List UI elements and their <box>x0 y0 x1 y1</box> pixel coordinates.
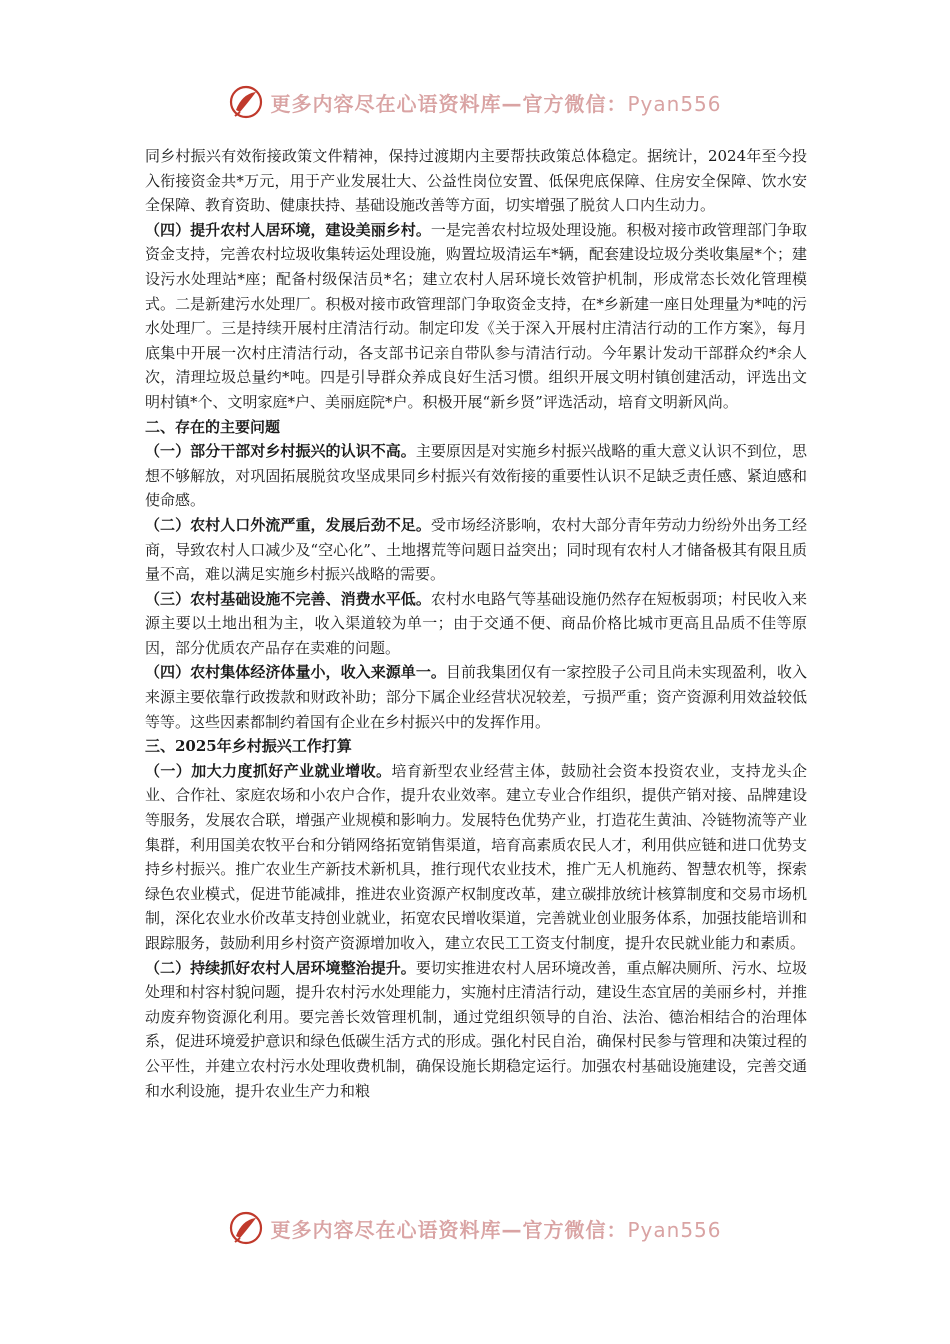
paragraph-lead: （一）部分干部对乡村振兴的认识不高。 <box>145 442 416 461</box>
paragraph <box>145 439 807 513</box>
paragraph-lead: （二）持续抓好农村人居环境整治提升。 <box>145 958 416 977</box>
paragraph-text: 二、存在的主要问题 <box>145 417 281 436</box>
paragraph-text: 要切实推进农村人居环境改善，重点解决厕所、污水、垃圾处理和村容村貌问题，提升农村污水处理能力，实施村庄清洁行动，建设生态宜居的美丽乡村，并推动废弃物资源化利用。要完善长效管理机制，通过党组织领导的自治、法治、德治相结合的治理体系，促进环境爱护意识和绿色低碳生活方式的形成。强化村民自治，确保村民参与管理和决策过程的公平性，并建立农村污水处理收费机制，确保设施长期稳定运行。加强农村基础设施建设，完善交通和水利设施，提升农业生产力和粮 <box>145 958 807 1100</box>
paragraph-text: 同乡村振兴有效衔接政策文件精神，保持过渡期内主要帮扶政策总体稳定。据统计，2024年至今投入衔接资金共*万元，用于产业发展壮大、公益性岗位安置、低保兜底保障、住房安全保障、饮水安全保障、教育资助、健康扶持、基础设施改善等方面，切实增强了脱贫人口内生动力。 <box>145 147 807 215</box>
header-banner <box>0 82 950 122</box>
paragraph <box>145 660 807 734</box>
paragraph-text: 培育新型农业经营主体，鼓励社会资本投资农业，支持龙头企业、合作社、家庭农场和小农户合作，提升农业效率。建立专业合作组织，提供产销对接、品牌建设等服务，发展农合联，增强产业规模和影响力。发展特色优势产业，打造花生黄油、冷链物流等产业集群，利用国美农牧平台和分销网络拓宽销售渠道，培育高素质农民人才，利用供应链和进口优势支持乡村振兴。推广农业生产新技术新机具，推行现代农业技术，推广无人机施药、智慧农机等，探索绿色农业模式，促进节能减排，推进农业资源产权制度改革，建立碳排放统计核算制度和交易市场机制，深化农业水价改革支持创业就业，拓宽农民增收渠道，完善就业创业服务体系，加强技能培训和跟踪服务，鼓励利用乡村资产资源增加收入，建立农民工工资支付制度，提升农民就业能力和素质。 <box>145 761 807 952</box>
paragraph <box>145 956 807 1104</box>
paragraph <box>145 513 807 587</box>
paragraph-lead: （四）提升农村人居环境，建设美丽乡村。 <box>145 220 431 239</box>
section-heading <box>145 734 807 759</box>
paragraph-text: 目前我集团仅有一家控股子公司且尚未实现盈利，收入来源主要依靠行政拨款和财政补助；部分下属企业经营状况较差，亏损严重；资产资源利用效益较低等等。这些因素都制约着国有企业在乡村振兴中的发挥作用。 <box>145 663 807 731</box>
paragraph <box>145 144 807 218</box>
paragraph-text: 一是完善农村垃圾处理设施。积极对接市政管理部门争取资金支持，完善农村垃圾收集转运处理设施，购置垃圾清运车*辆，配套建设垃圾分类收集屋*个；建设污水处理站*座；配备村级保洁员*名；建立农村人居环境长效管护机制，形成常态长效化管理模式。二是新建污水处理厂。积极对接市政管理部门争取资金支持，在*乡新建一座日处理量为*吨的污水处理厂。三是持续开展村庄清洁行动。制定印发《关于深入开展村庄清洁行动的工作方案》，每月底集中开展一次村庄清洁行动，各支部书记亲自带队参与清洁行动。今年累计发动干部群众约*余人次，清理垃圾总量约*吨。四是引导群众养成良好生活习惯。组织开展文明村镇创建活动，评选出文明村镇*个、文明家庭*户、美丽庭院*户。积极开展“新乡贤”评选活动，培育文明新风尚。 <box>145 220 807 411</box>
document-body <box>145 144 807 1103</box>
logo-icon <box>228 1210 264 1246</box>
footer-banner <box>0 1208 950 1248</box>
paragraph-lead: （一）加大力度抓好产业就业增收。 <box>145 761 392 780</box>
paragraph-lead: （四）农村集体经济体量小，收入来源单一。 <box>145 663 446 682</box>
banner-text: 更多内容尽在心语资料库—官方微信：Pyan556 <box>270 1217 722 1242</box>
paragraph <box>145 218 807 415</box>
paragraph <box>145 759 807 956</box>
paragraph-text: 主要原因是对实施乡村振兴战略的重大意义认识不到位，思想不够解放，对巩固拓展脱贫攻坚成果同乡村振兴有效衔接的重要性认识不足缺乏责任感、紧迫感和使命感。 <box>145 442 807 510</box>
section-heading <box>145 415 807 440</box>
paragraph-text: 受市场经济影响，农村大部分青年劳动力纷纷外出务工经商，导致农村人口减少及“空心化”、土地撂荒等问题日益突出；同时现有农村人才储备极其有限且质量不高，难以满足实施乡村振兴战略的需要。 <box>145 515 807 584</box>
paragraph <box>145 587 807 661</box>
paragraph-lead: （三）农村基础设施不完善、消费水平低。 <box>145 589 431 608</box>
paragraph-lead: （二）农村人口外流严重，发展后劲不足。 <box>145 515 431 534</box>
banner-text: 更多内容尽在心语资料库—官方微信：Pyan556 <box>270 91 722 116</box>
paragraph-text: 三、2025年乡村振兴工作打算 <box>145 737 352 756</box>
logo-icon <box>228 84 264 120</box>
paragraph-text: 农村水电路气等基础设施仍然存在短板弱项；村民收入来源主要以土地出租为主，收入渠道较为单一；由于交通不便、商品价格比城市更高且品质不佳等原因，部分优质农产品存在卖难的问题。 <box>145 589 807 657</box>
